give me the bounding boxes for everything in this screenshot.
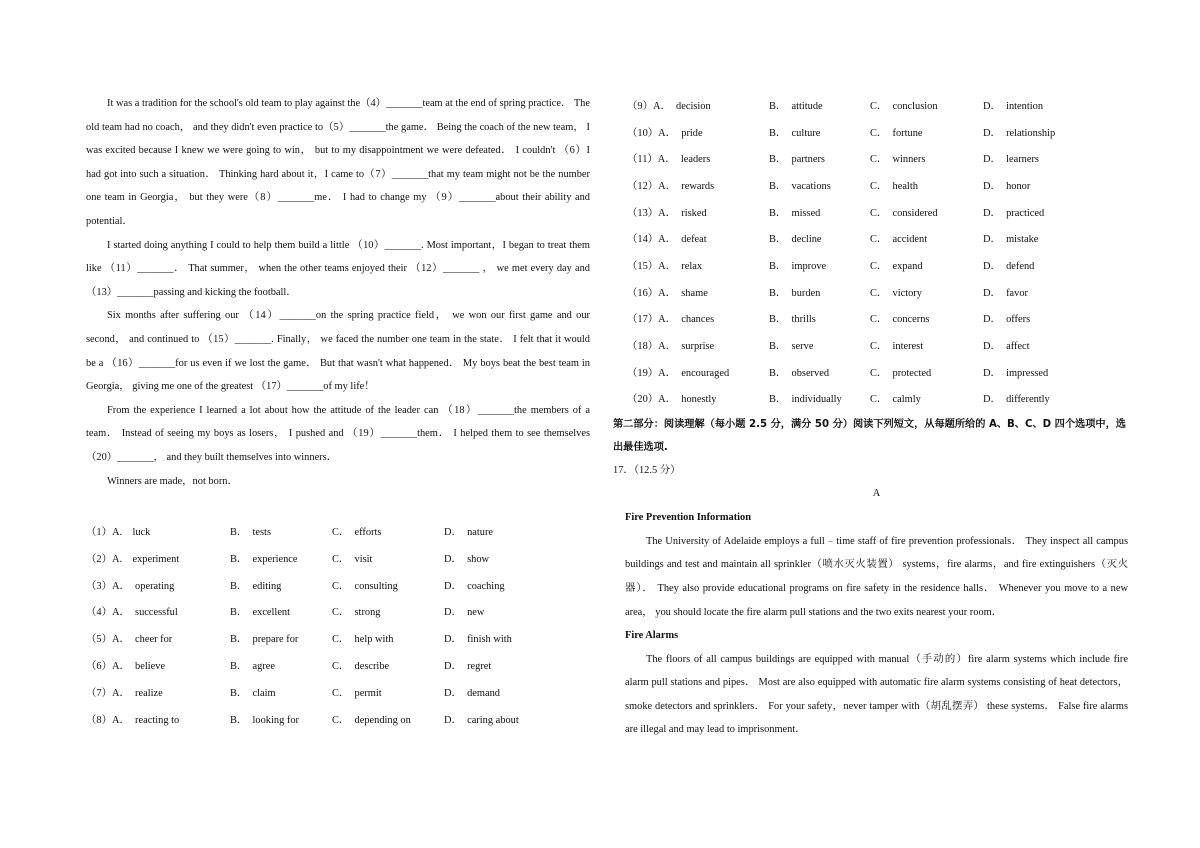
- passage-paragraph: Six months after suffering our （14）_______on the spring practice field， we won our first game and our second， and continued to （15）_______. Finally， we faced the number one team in the state． I felt that it would be a （16）_______for us even if we lost the game． But that wasn't what happened． My boys beat the best team in Georgia， giving me one of the greatest （17）_______of my life！: [86, 310, 590, 393]
- option-choice: C． visit: [332, 553, 373, 565]
- option-choice: （18）A． surprise: [627, 341, 715, 353]
- option-choice: （16）A． shame: [627, 287, 708, 299]
- option-choice: D． learners: [983, 154, 1039, 166]
- option-choice: D． demand: [444, 687, 500, 699]
- option-choice: C． protected: [870, 367, 932, 379]
- option-choice: C． permit: [332, 687, 382, 699]
- option-choice: （5）A． cheer for: [86, 634, 173, 646]
- option-row: [627, 171, 1130, 198]
- passage-heading: Fire Alarms: [625, 630, 679, 642]
- option-choice: C． expand: [870, 260, 923, 272]
- reading-paragraph: The University of Adelaide employs a full﹣time staff of fire prevention professionals． They inspect all campus buildings and test and maintain all sprinkler（喷水灭火装置） systems，fire alarms，and fire extinguishers（灭火器）． They also provide educational programs on fire safety in the residence halls． Whenever you move to a new area， you should locate the fire alarm pull stations and the two exits nearest your room．: [625, 535, 1128, 618]
- option-row: [627, 331, 1130, 358]
- option-row: [86, 597, 590, 624]
- option-choice: D． regret: [444, 660, 492, 672]
- option-choice: （19）A． encouraged: [627, 367, 730, 379]
- option-choice: B． decline: [769, 234, 822, 246]
- option-choice: C． conclusion: [870, 100, 938, 112]
- option-choice: C． victory: [870, 287, 922, 299]
- option-choice: B． improve: [769, 260, 827, 272]
- passage-paragraph: From the experience I learned a lot about how the attitude of the leader can （18）_______the members of a team． Instead of seeing my boys as losers， I pushed and （19）_______them． I helped them to see themselves （20）_______， and they built themselves into winners．: [86, 404, 590, 463]
- option-choice: D． coaching: [444, 580, 505, 592]
- option-row: [627, 118, 1130, 145]
- option-choice: D． favor: [983, 287, 1029, 299]
- options-table-left: [86, 517, 590, 731]
- option-row: [86, 571, 590, 598]
- option-choice: C． efforts: [332, 526, 382, 538]
- option-row: [627, 144, 1130, 171]
- option-choice: C． considered: [870, 207, 938, 219]
- option-row: [627, 91, 1130, 118]
- option-choice: B． attitude: [769, 100, 823, 112]
- passage-closing-line: Winners are made，not born．: [107, 475, 238, 487]
- option-row: [627, 305, 1130, 332]
- reading-paragraph: The floors of all campus buildings are equipped with manual（手动的）fire alarm systems which include fire alarm pull stations and pipes． Most are also equipped with automatic fire alarm systems consisting of heat detectors，smoke detectors and sprinklers． For your safety，never tamper with（胡乱摆弄） these systems． False fire alarms are illegal and may lead to imprisonment．: [625, 653, 1128, 736]
- option-choice: D． relationship: [983, 127, 1056, 139]
- passage-label: A: [872, 488, 881, 500]
- option-choice: D． finish with: [444, 634, 512, 646]
- question-number: 17．（12.5 分）: [613, 465, 681, 477]
- passage-paragraph: It was a tradition for the school's old team to play against the（4）_______team at the end of spring practice． The old team had no coach， and they didn't even practice to（5）_______the game． Being the coach of the new team， I was excited because I knew we were going to win， but to my disappointment we were defeated． I couldn't （6）I had got into such a situation． Thinking hard about it，I came to（7）_______that my team might not be the number one team in Georgia， but they were（8）_______me． I had to change my （9）_______about their ability and potential．: [86, 98, 590, 227]
- option-choice: D． practiced: [983, 207, 1045, 219]
- option-choice: B． tests: [230, 526, 271, 538]
- option-choice: （3）A． operating: [86, 580, 175, 592]
- option-choice: D． show: [444, 553, 490, 565]
- option-choice: C． describe: [332, 660, 390, 672]
- option-row: [627, 224, 1130, 251]
- option-choice: （14）A． defeat: [627, 234, 707, 246]
- option-choice: B． vacations: [769, 180, 831, 192]
- option-choice: C． health: [870, 180, 918, 192]
- option-choice: C． accident: [870, 234, 928, 246]
- option-choice: （4）A． successful: [86, 607, 178, 619]
- option-choice: D． differently: [983, 394, 1050, 406]
- option-choice: B． prepare for: [230, 634, 299, 646]
- option-choice: B． partners: [769, 154, 825, 166]
- option-choice: C． consulting: [332, 580, 398, 592]
- option-row: [86, 517, 590, 544]
- option-choice: （15）A． relax: [627, 260, 703, 272]
- option-choice: C． concerns: [870, 314, 930, 326]
- option-choice: D． honor: [983, 180, 1031, 192]
- option-choice: B． agree: [230, 660, 276, 672]
- option-choice: （10）A． pride: [627, 127, 703, 139]
- option-choice: D． nature: [444, 526, 494, 538]
- option-choice: （20）A． honestly: [627, 394, 717, 406]
- option-choice: （1）A. luck: [86, 526, 151, 538]
- option-choice: B． observed: [769, 367, 830, 379]
- option-choice: B． individually: [769, 394, 842, 406]
- option-choice: B． serve: [769, 341, 814, 353]
- option-choice: C． interest: [870, 341, 924, 353]
- option-choice: C． calmly: [870, 394, 921, 406]
- option-choice: D． intention: [983, 100, 1044, 112]
- option-choice: C． winners: [870, 154, 926, 166]
- option-choice: D． new: [444, 607, 485, 619]
- option-row: [86, 678, 590, 705]
- passage-heading: Fire Prevention Information: [625, 512, 752, 524]
- option-choice: C． depending on: [332, 714, 411, 726]
- left-column: [86, 92, 590, 731]
- section-heading: 第二部分：阅读理解（每小题 2.5 分，满分 50 分）阅读下列短文，从每题所给的 A、B、C、D 四个选项中，选出最佳选项.: [613, 419, 1126, 454]
- option-choice: D． caring about: [444, 714, 519, 726]
- option-choice: C． strong: [332, 607, 381, 619]
- option-row: [86, 624, 590, 651]
- option-row: [627, 251, 1130, 278]
- option-row: [627, 385, 1130, 412]
- option-choice: B． editing: [230, 580, 282, 592]
- option-choice: B． excellent: [230, 607, 291, 619]
- option-row: [86, 705, 590, 732]
- cloze-passage: [86, 92, 590, 493]
- option-choice: D． affect: [983, 341, 1030, 353]
- option-choice: （17）A． chances: [627, 314, 715, 326]
- option-row: [627, 278, 1130, 305]
- option-choice: B． culture: [769, 127, 821, 139]
- option-choice: B． thrills: [769, 314, 816, 326]
- option-choice: C． fortune: [870, 127, 923, 139]
- right-column: [613, 92, 1128, 742]
- options-table-right: [627, 91, 1130, 411]
- option-choice: B． looking for: [230, 714, 299, 726]
- option-choice: D． offers: [983, 314, 1031, 326]
- option-choice: （13）A． risked: [627, 207, 707, 219]
- option-row: [86, 651, 590, 678]
- passage-paragraph: I started doing anything I could to help them build a little （10）_______. Most important，I began to treat them like （11）_______． That summer， when the other teams enjoyed their （12）_______ ， we met every day and （13）_______passing and kicking the football．: [86, 239, 590, 298]
- option-choice: B． missed: [769, 207, 821, 219]
- option-choice: B． burden: [769, 287, 821, 299]
- option-row: [627, 358, 1130, 385]
- option-choice: （2）A. experiment: [86, 553, 180, 565]
- option-choice: （7）A． realize: [86, 687, 163, 699]
- option-choice: D． defend: [983, 260, 1035, 272]
- option-choice: D． mistake: [983, 234, 1039, 246]
- option-choice: （12）A． rewards: [627, 180, 715, 192]
- option-choice: （9）A． decision: [627, 100, 711, 112]
- option-choice: C． help with: [332, 634, 394, 646]
- option-choice: （8）A． reacting to: [86, 714, 180, 726]
- option-choice: B． claim: [230, 687, 276, 699]
- option-choice: D． impressed: [983, 367, 1049, 379]
- option-choice: B． experience: [230, 553, 298, 565]
- option-row: [86, 544, 590, 571]
- option-choice: （6）A． believe: [86, 660, 166, 672]
- option-row: [627, 198, 1130, 225]
- option-choice: （11）A． leaders: [627, 154, 711, 166]
